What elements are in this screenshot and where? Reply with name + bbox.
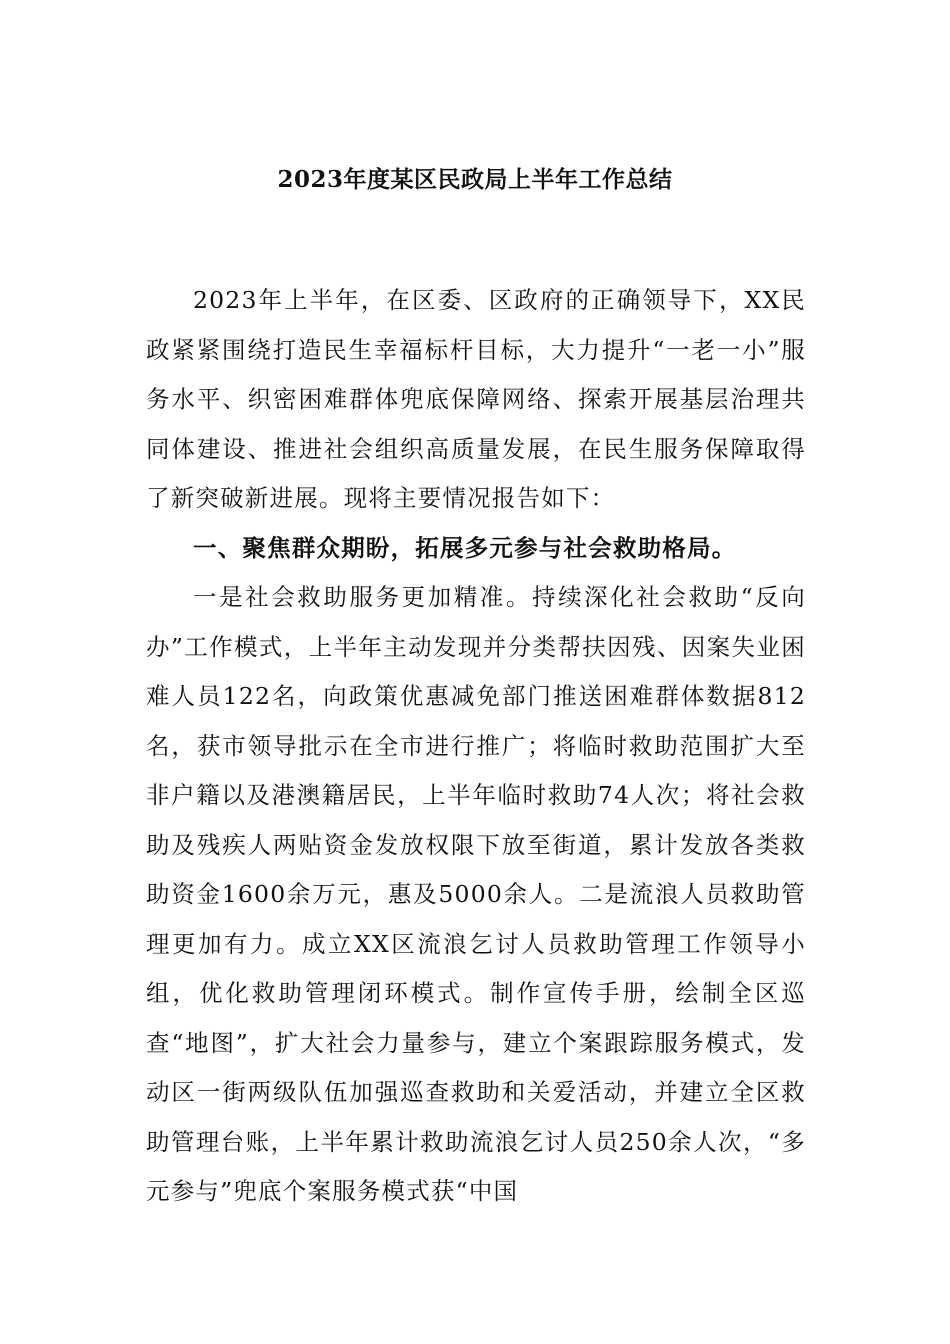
- intro-paragraph: 2023年上半年，在区委、区政府的正确领导下，XX民政紧紧围绕打造民生幸福标杆目标，大力提升“一老一小”服务水平、织密困难群体兜底保障网络、探索开展基层治理共同体建设、推进社会组织高质量发展，在民生服务保障取得了新突破新进展。现将主要情况报告如下：: [146, 286, 806, 512]
- document-title: 2023年度某区民政局上半年工作总结: [277, 166, 673, 193]
- document-body: [146, 276, 806, 1217]
- section-1-paragraph: 一是社会救助服务更加精准。持续深化社会救助“反向办”工作模式，上半年主动发现并分类帮扶因残、因案失业困难人员122名，向政策优惠减免部门推送困难群体数据812名，获市领导批示在全市进行推广；将临时救助范围扩大至非户籍以及港澳籍居民，上半年临时救助74人次；将社会救助及残疾人两贴资金发放权限下放至街道，累计发放各类救助资金1600余万元，惠及5000余人。二是流浪人员救助管理更加有力。成立XX区流浪乞讨人员救助管理工作领导小组，优化救助管理闭环模式。制作宣传手册，绘制全区巡查“地图”，扩大社会力量参与，建立个案跟踪服务模式，发动区一街两级队伍加强巡查救助和关爱活动，并建立全区救助管理台账，上半年累计救助流浪乞讨人员250余人次，“多元参与”兜底个案服务模式获“中国: [146, 583, 806, 1205]
- section-heading-1: 一、聚焦群众期盼，拓展多元参与社会救助格局。: [193, 533, 737, 562]
